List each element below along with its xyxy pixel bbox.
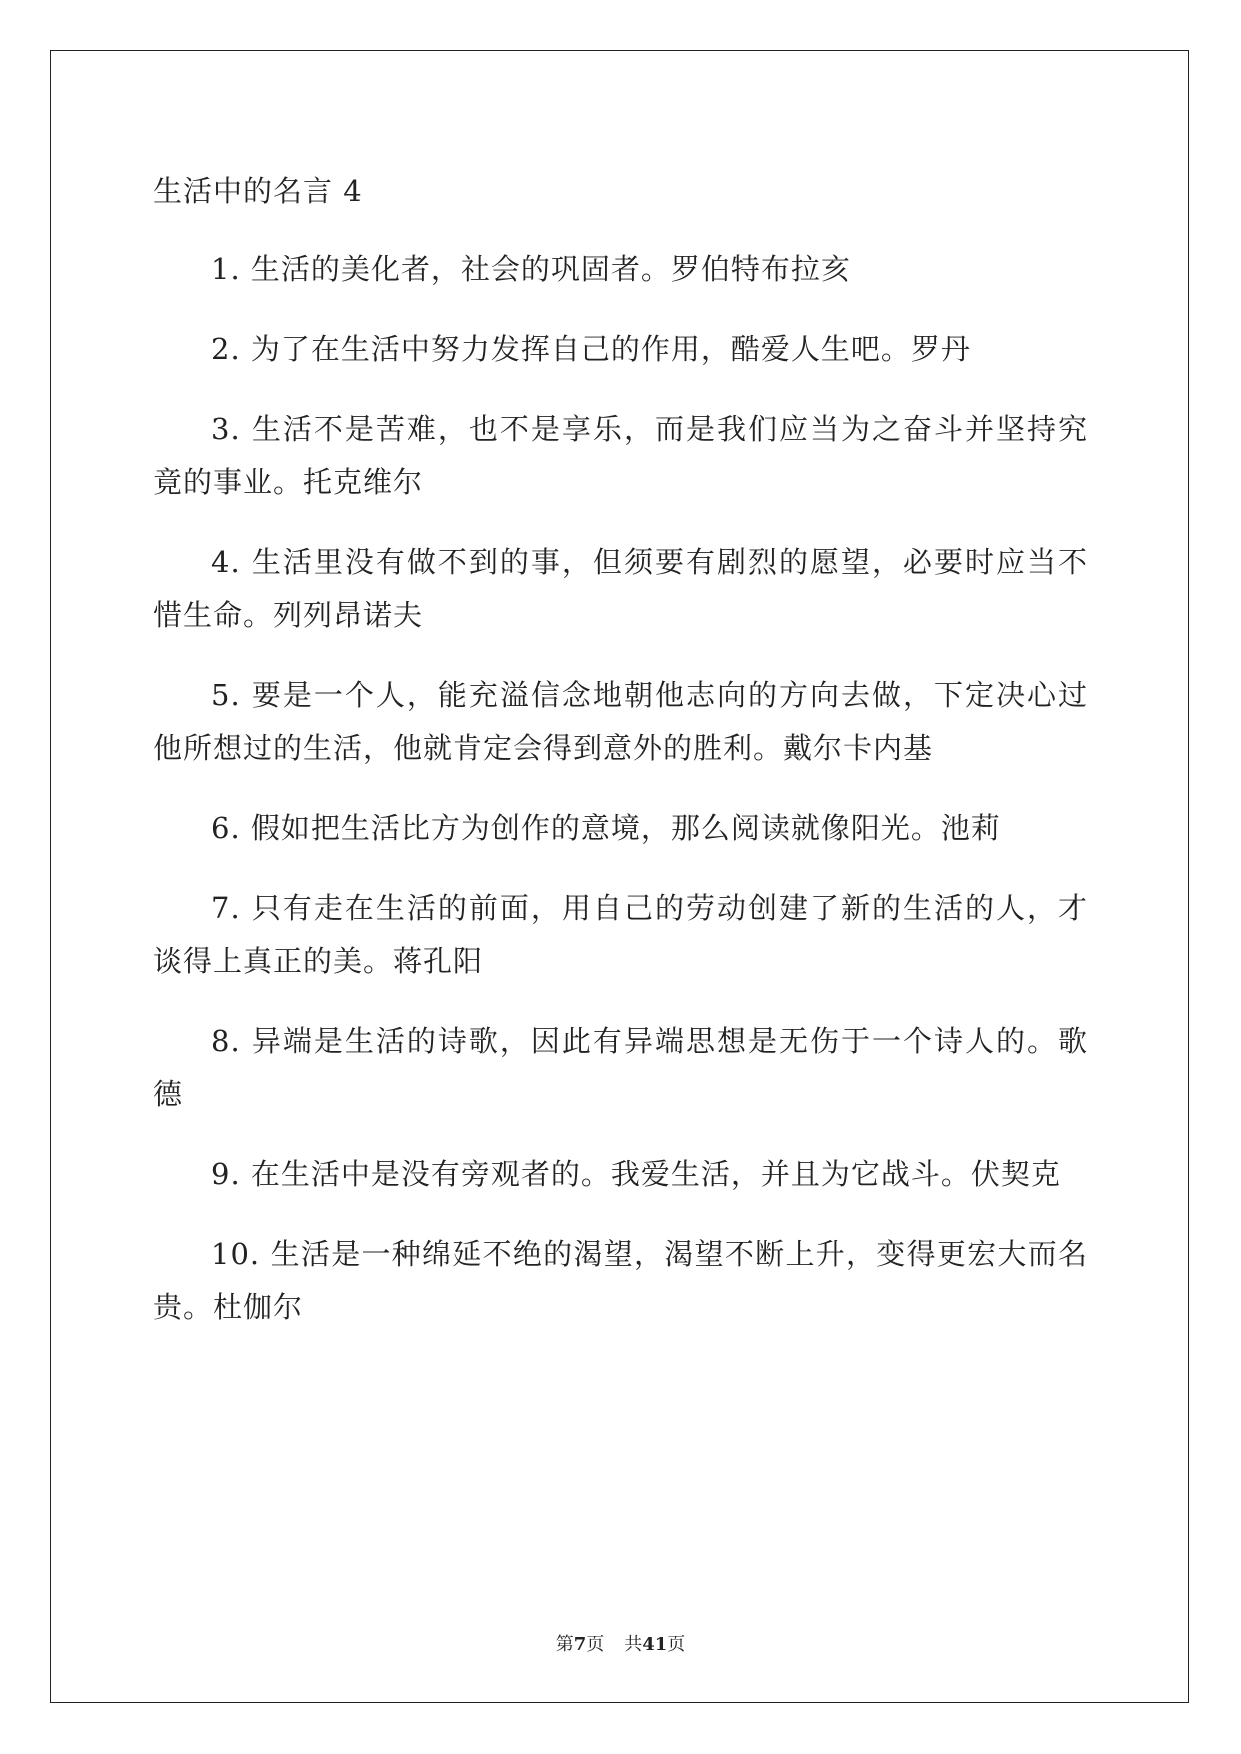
quote-item: 3. 生活不是苦难，也不是享乐，而是我们应当为之奋斗并坚持究竟的事业。托克维尔 (153, 412, 1088, 499)
quote-item: 9. 在生活中是没有旁观者的。我爱生活，并且为它战斗。伏契克 (211, 1157, 1061, 1191)
quote-item: 10. 生活是一种绵延不绝的渴望，渴望不断上升，变得更宏大而名贵。杜伽尔 (153, 1237, 1088, 1324)
section-heading: 生活中的名言 4 (153, 174, 363, 208)
quote-item: 4. 生活里没有做不到的事，但须要有剧烈的愿望，必要时应当不惜生命。列列昂诺夫 (153, 545, 1088, 632)
total-prefix: 共 (624, 1634, 643, 1655)
page-number: 7 (573, 1634, 587, 1655)
page-footer (0, 1630, 1241, 1656)
quote-item: 6. 假如把生活比方为创作的意境，那么阅读就像阳光。池莉 (211, 811, 1001, 845)
quote-item: 8. 异端是生活的诗歌，因此有异端思想是无伤于一个诗人的。歌德 (153, 1024, 1088, 1111)
quote-item: 1. 生活的美化者，社会的巩固者。罗伯特布拉亥 (211, 252, 851, 286)
document-body (153, 165, 1088, 1334)
quote-item: 2. 为了在生活中努力发挥自己的作用，酷爱人生吧。罗丹 (211, 332, 971, 366)
total-suffix: 页 (667, 1634, 686, 1655)
page-prefix: 第 (555, 1634, 574, 1655)
quote-item: 5. 要是一个人，能充溢信念地朝他志向的方向去做，下定决心过他所想过的生活，他就肯定会得到意外的胜利。戴尔卡内基 (153, 678, 1088, 765)
total-pages: 41 (642, 1634, 668, 1655)
page-suffix: 页 (586, 1634, 605, 1655)
quote-item: 7. 只有走在生活的前面，用自己的劳动创建了新的生活的人，才谈得上真正的美。蒋孔阳 (153, 891, 1088, 978)
